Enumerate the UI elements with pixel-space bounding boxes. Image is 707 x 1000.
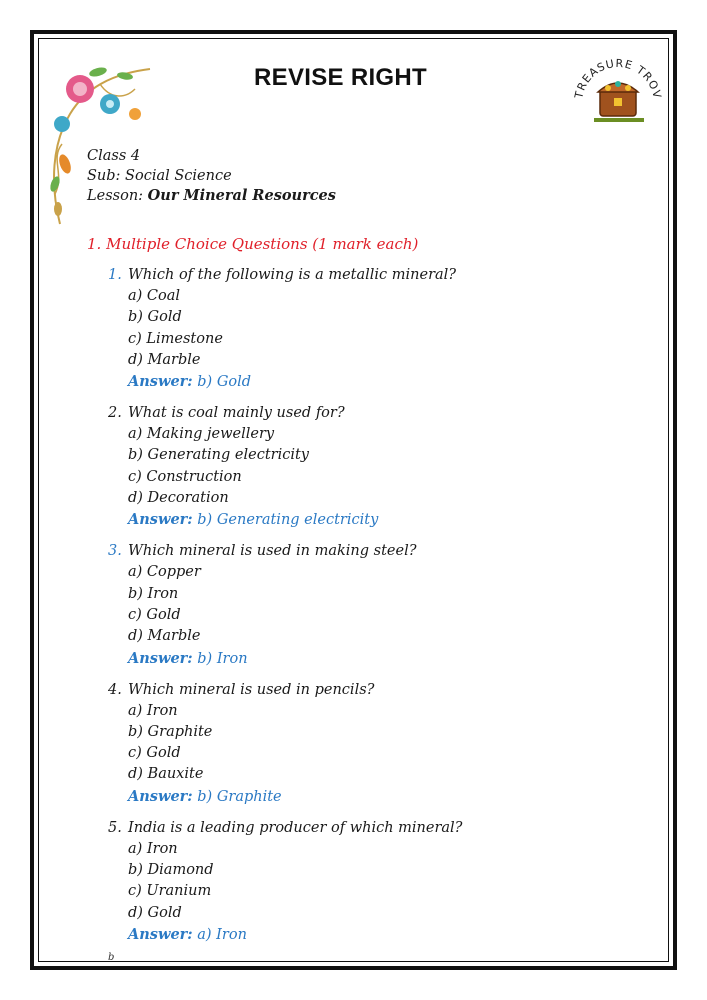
- answer-label: Answer:: [128, 925, 193, 943]
- question-text: Which of the following is a metallic mineral?: [128, 267, 457, 283]
- question-text: India is a leading producer of which mineral?: [128, 819, 463, 836]
- option: b) Iron: [128, 585, 179, 602]
- page-number: b: [108, 952, 115, 963]
- answer-label: Answer:: [128, 511, 193, 529]
- question-item: [108, 265, 648, 393]
- answer-text: a) Iron: [192, 926, 247, 943]
- class-line: Class 4: [87, 148, 141, 164]
- lesson-meta: [87, 146, 336, 206]
- option: a) Coal: [128, 288, 181, 304]
- treasure-trove-logo: [572, 48, 664, 140]
- option: b) Graphite: [128, 723, 213, 740]
- question-item: [108, 680, 648, 808]
- option: c) Limestone: [128, 330, 223, 347]
- question-number: 1.: [108, 267, 122, 283]
- answer-line: [108, 371, 648, 393]
- question-list: [108, 265, 648, 956]
- option: b) Generating electricity: [128, 447, 309, 464]
- option: c) Uranium: [128, 883, 212, 900]
- answer-text: b) Generating electricity: [192, 512, 379, 529]
- option: d) Marble: [128, 351, 201, 368]
- question-text: What is coal mainly used for?: [128, 405, 345, 422]
- question-item: [108, 818, 648, 946]
- answer-text: b) Graphite: [192, 788, 282, 805]
- question-item: [108, 541, 648, 669]
- question-text: Which mineral is used in making steel?: [128, 543, 417, 560]
- answer-line: [108, 648, 648, 670]
- option: d) Bauxite: [128, 766, 204, 783]
- lesson-line: [87, 186, 336, 206]
- option: a) Copper: [128, 564, 201, 581]
- answer-line: [108, 509, 648, 531]
- answer-line: [108, 786, 648, 808]
- question-number: 2.: [108, 405, 122, 422]
- lesson-name: Our Mineral Resources: [147, 187, 336, 204]
- question-number: 3.: [108, 543, 122, 560]
- option: d) Decoration: [128, 490, 229, 507]
- question-number: 4.: [108, 681, 122, 698]
- option: a) Making jewellery: [128, 426, 275, 443]
- option: c) Construction: [128, 468, 242, 485]
- svg-text:TREASURE TROVE: TREASURE TROV: [572, 56, 664, 101]
- page-title: REVISE RIGHT: [254, 64, 427, 91]
- lesson-prefix: Lesson:: [87, 188, 148, 204]
- question-item: [108, 403, 648, 531]
- option: d) Gold: [128, 904, 182, 921]
- option: b) Gold: [128, 309, 182, 326]
- answer-label: Answer:: [128, 373, 193, 391]
- answer-label: Answer:: [128, 787, 193, 805]
- question-number: 5.: [108, 819, 122, 836]
- answer-text: b) Iron: [192, 650, 248, 667]
- section-title: 1. Multiple Choice Questions (1 mark each): [87, 235, 419, 253]
- answer-label: Answer:: [128, 649, 193, 667]
- option: d) Marble: [128, 628, 201, 645]
- option: a) Iron: [128, 840, 178, 857]
- answer-text: b) Gold: [192, 374, 252, 391]
- option: a) Iron: [128, 702, 178, 719]
- answer-line: [108, 924, 648, 946]
- option: c) Gold: [128, 606, 181, 623]
- question-text: Which mineral is used in pencils?: [128, 681, 375, 698]
- option: b) Diamond: [128, 862, 214, 879]
- option: c) Gold: [128, 745, 181, 762]
- subject-line: Sub: Social Science: [87, 168, 232, 184]
